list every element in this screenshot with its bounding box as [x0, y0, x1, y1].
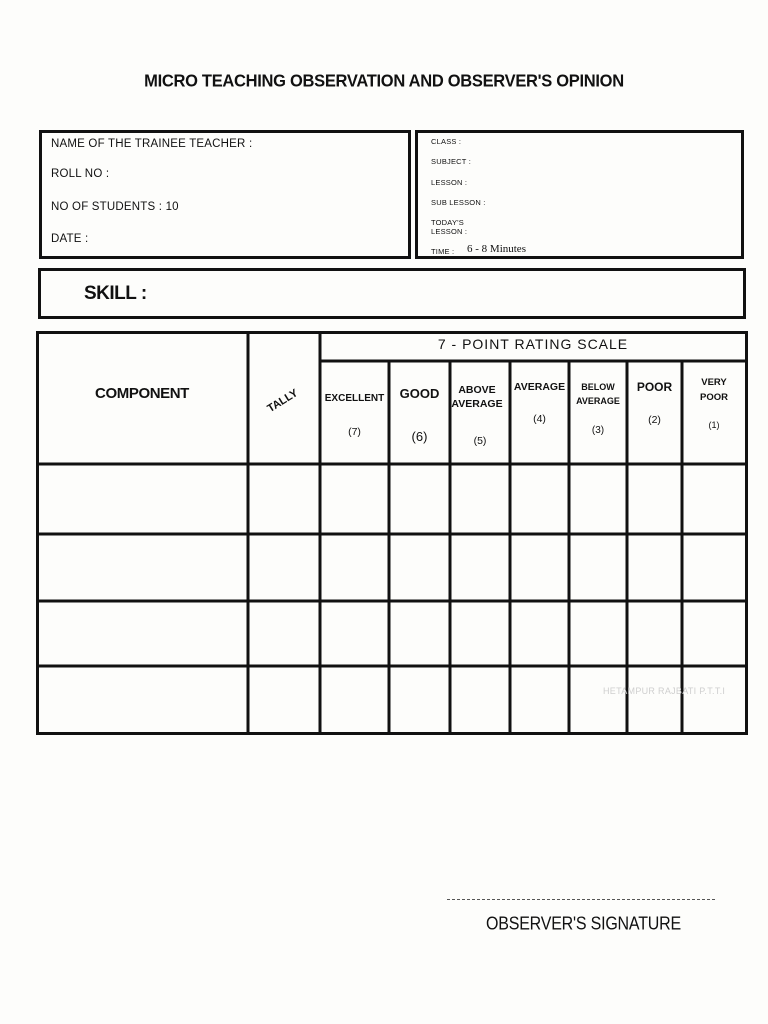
- trainee-name-label: NAME OF THE TRAINEE TEACHER :: [51, 138, 253, 150]
- below-average-header-line2: AVERAGE: [576, 396, 620, 406]
- roll-no-label: ROLL NO :: [51, 168, 110, 180]
- todays-lesson-label-line1: TODAY'S: [431, 218, 464, 227]
- component-header: COMPONENT: [95, 385, 189, 402]
- trainee-info-box: [39, 130, 411, 259]
- students-count-label: NO OF STUDENTS : 10: [51, 201, 179, 213]
- poor-score: (2): [648, 414, 661, 426]
- very-poor-header-line1: VERY: [701, 377, 727, 388]
- rating-table: [36, 331, 748, 735]
- skill-label: SKILL :: [84, 283, 147, 304]
- excellent-header: EXCELLENT: [324, 393, 385, 404]
- form-title: MICRO TEACHING OBSERVATION AND OBSERVER'S OPINION: [144, 71, 624, 91]
- average-header: AVERAGE: [513, 381, 566, 393]
- average-score: (4): [533, 413, 546, 425]
- tally-header: TALLY: [265, 387, 301, 416]
- above-average-header-line2: AVERAGE: [451, 398, 503, 410]
- observer-signature-label: OBSERVER'S SIGNATURE: [486, 914, 681, 935]
- poor-header: POOR: [636, 380, 673, 394]
- excellent-score: (7): [348, 426, 361, 438]
- institution-watermark: HETAMPUR RAJBATI P.T.T.I: [603, 686, 726, 696]
- time-label: TIME :: [431, 247, 455, 256]
- lesson-info-box: [415, 130, 744, 259]
- above-average-header-line1: ABOVE: [458, 384, 496, 396]
- below-average-header-line1: BELOW: [581, 382, 615, 392]
- skill-box: [38, 268, 746, 319]
- good-score: (6): [411, 429, 428, 444]
- class-label: CLASS :: [431, 137, 462, 146]
- signature-line: [447, 899, 715, 900]
- below-average-score: (3): [591, 425, 605, 436]
- date-label: DATE :: [51, 233, 89, 245]
- todays-lesson-label-line2: LESSON :: [431, 227, 468, 236]
- very-poor-score: (1): [708, 420, 720, 430]
- rating-scale-header: 7 - POINT RATING SCALE: [437, 336, 629, 352]
- very-poor-header-line2: POOR: [700, 392, 728, 403]
- sub-lesson-label: SUB LESSON :: [431, 198, 486, 207]
- time-value: 6 - 8 Minutes: [467, 243, 526, 255]
- lesson-label: LESSON :: [431, 178, 468, 187]
- good-header: GOOD: [399, 386, 440, 401]
- subject-label: SUBJECT :: [431, 157, 472, 166]
- above-average-score: (5): [473, 435, 487, 447]
